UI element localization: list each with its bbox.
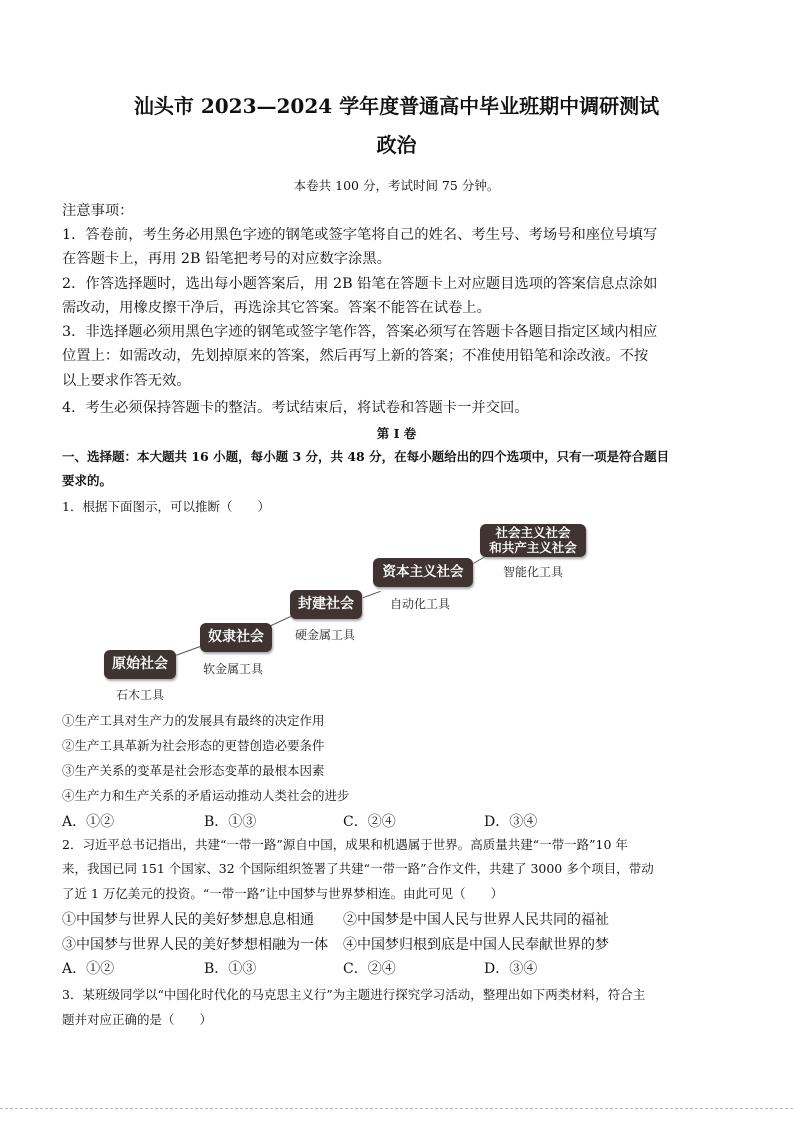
section-instruction-cont: 要求的。: [62, 473, 113, 488]
section-instruction: 一、选择题：本大题共 16 小题，每小题 3 分，共 48 分，在每小题给出的四个选项中，只有一项是符合题目: [62, 449, 670, 464]
q1-option-a: A．①②: [62, 814, 115, 830]
tool-automated: 自动化工具: [390, 597, 451, 611]
q2-statement: ②中国梦是中国人民与世界人民共同的福祉: [343, 912, 609, 928]
tool-intelligent: 智能化工具: [503, 565, 564, 579]
notes-line: 以上要求作答无效。: [62, 373, 191, 389]
stage-primitive: 原始社会: [104, 650, 176, 679]
q2-option-a: A．①②: [62, 961, 115, 977]
stage-communist-label: 和共产主义社会: [489, 540, 577, 555]
q2-stem-cont: 了近 1 万亿美元的投资。“一带一路”让中国梦与世界梦相连。由此可见（ ）: [62, 886, 504, 901]
volume-heading: 第 I 卷: [376, 426, 417, 441]
q2-statement: ①中国梦与世界人民的美好梦想息息相通: [62, 912, 314, 928]
q2-option-c: C．②④: [343, 961, 396, 977]
page-bottom-rule: [0, 1108, 793, 1109]
q1-option-d: D．③④: [484, 814, 538, 830]
notes-line: 1．答卷前，考生务必用黑色字迹的钢笔或签字笔将自己的姓名、考生号、考场号和座位号填写: [62, 227, 658, 243]
tool-soft-metal: 软金属工具: [203, 662, 264, 676]
q1-stem: 1．根据下面图示，可以推断（ ）: [62, 499, 270, 514]
exam-info: 本卷共 100 分，考试时间 75 分钟。: [293, 178, 500, 193]
q2-statement: ④中国梦归根到底是中国人民奉献世界的梦: [343, 937, 609, 953]
q3-stem: 3．某班级同学以“中国化时代化的马克思主义行”为主题进行探究学习活动，整理出如下两类材料，符合主: [62, 987, 646, 1002]
q3-stem-cont: 题并对应正确的是（ ）: [62, 1012, 213, 1027]
notes-line: 需改动，用橡皮擦干净后，再选涂其它答案。答案不能答在试卷上。: [62, 300, 491, 316]
stage-socialist-communist: [480, 524, 586, 557]
notes-line: 在答题卡上，再用 2B 铅笔把考号的对应数字涂黑。: [62, 251, 391, 267]
notes-heading: 注意事项：: [62, 203, 134, 219]
q2-option-b: B．①③: [204, 961, 257, 977]
q1-statement: ④生产力和生产关系的矛盾运动推动人类社会的进步: [62, 788, 350, 803]
q1-statement: ②生产工具革新为社会形态的更替创造必要条件: [62, 738, 325, 753]
q1-statement: ①生产工具对生产力的发展具有最终的决定作用: [62, 713, 325, 728]
notes-line: 2．作答选择题时，选出每小题答案后，用 2B 铅笔在答题卡上对应题目选项的答案信息点涂如: [62, 276, 658, 292]
notes-line: 4．考生必须保持答题卡的整洁。考试结束后，将试卷和答题卡一并交回。: [62, 400, 529, 416]
q1-option-c: C．②④: [343, 814, 396, 830]
stage-slave: 奴隶社会: [200, 623, 272, 652]
tool-stone-wood: 石木工具: [116, 688, 165, 702]
notes-line: 位置上：如需改动，先划掉原来的答案，然后再写上新的答案；不准使用铅笔和涂改液。不按: [62, 348, 649, 364]
stage-feudal: 封建社会: [290, 590, 362, 619]
notes-line: 3．非选择题必须用黑色字迹的钢笔或签字笔作答，答案必须写在答题卡各题目指定区域内相应: [62, 324, 658, 340]
q1-option-b: B．①③: [204, 814, 257, 830]
subject-title: 政治: [376, 133, 417, 157]
exam-title: 汕头市 2023—2024 学年度普通高中毕业班期中调研测试: [133, 94, 660, 118]
stage-capitalist: 资本主义社会: [373, 558, 473, 587]
stage-socialist-label: 社会主义社会: [495, 525, 571, 540]
q2-stem: 2．习近平总书记指出，共建“一带一路”源自中国，成果和机遇属于世界。高质量共建“一带一路”10 年: [62, 837, 628, 852]
q2-option-d: D．③④: [484, 961, 538, 977]
q2-statement: ③中国梦与世界人民的美好梦想相融为一体: [62, 937, 328, 953]
tool-hard-metal: 硬金属工具: [295, 628, 356, 642]
q1-statement: ③生产关系的变革是社会形态变革的最根本因素: [62, 763, 325, 778]
q2-stem-cont: 来，我国已同 151 个国家、32 个国际组织签署了共建“一带一路”合作文件，共建了 3000 多个项目，带动: [62, 861, 654, 876]
